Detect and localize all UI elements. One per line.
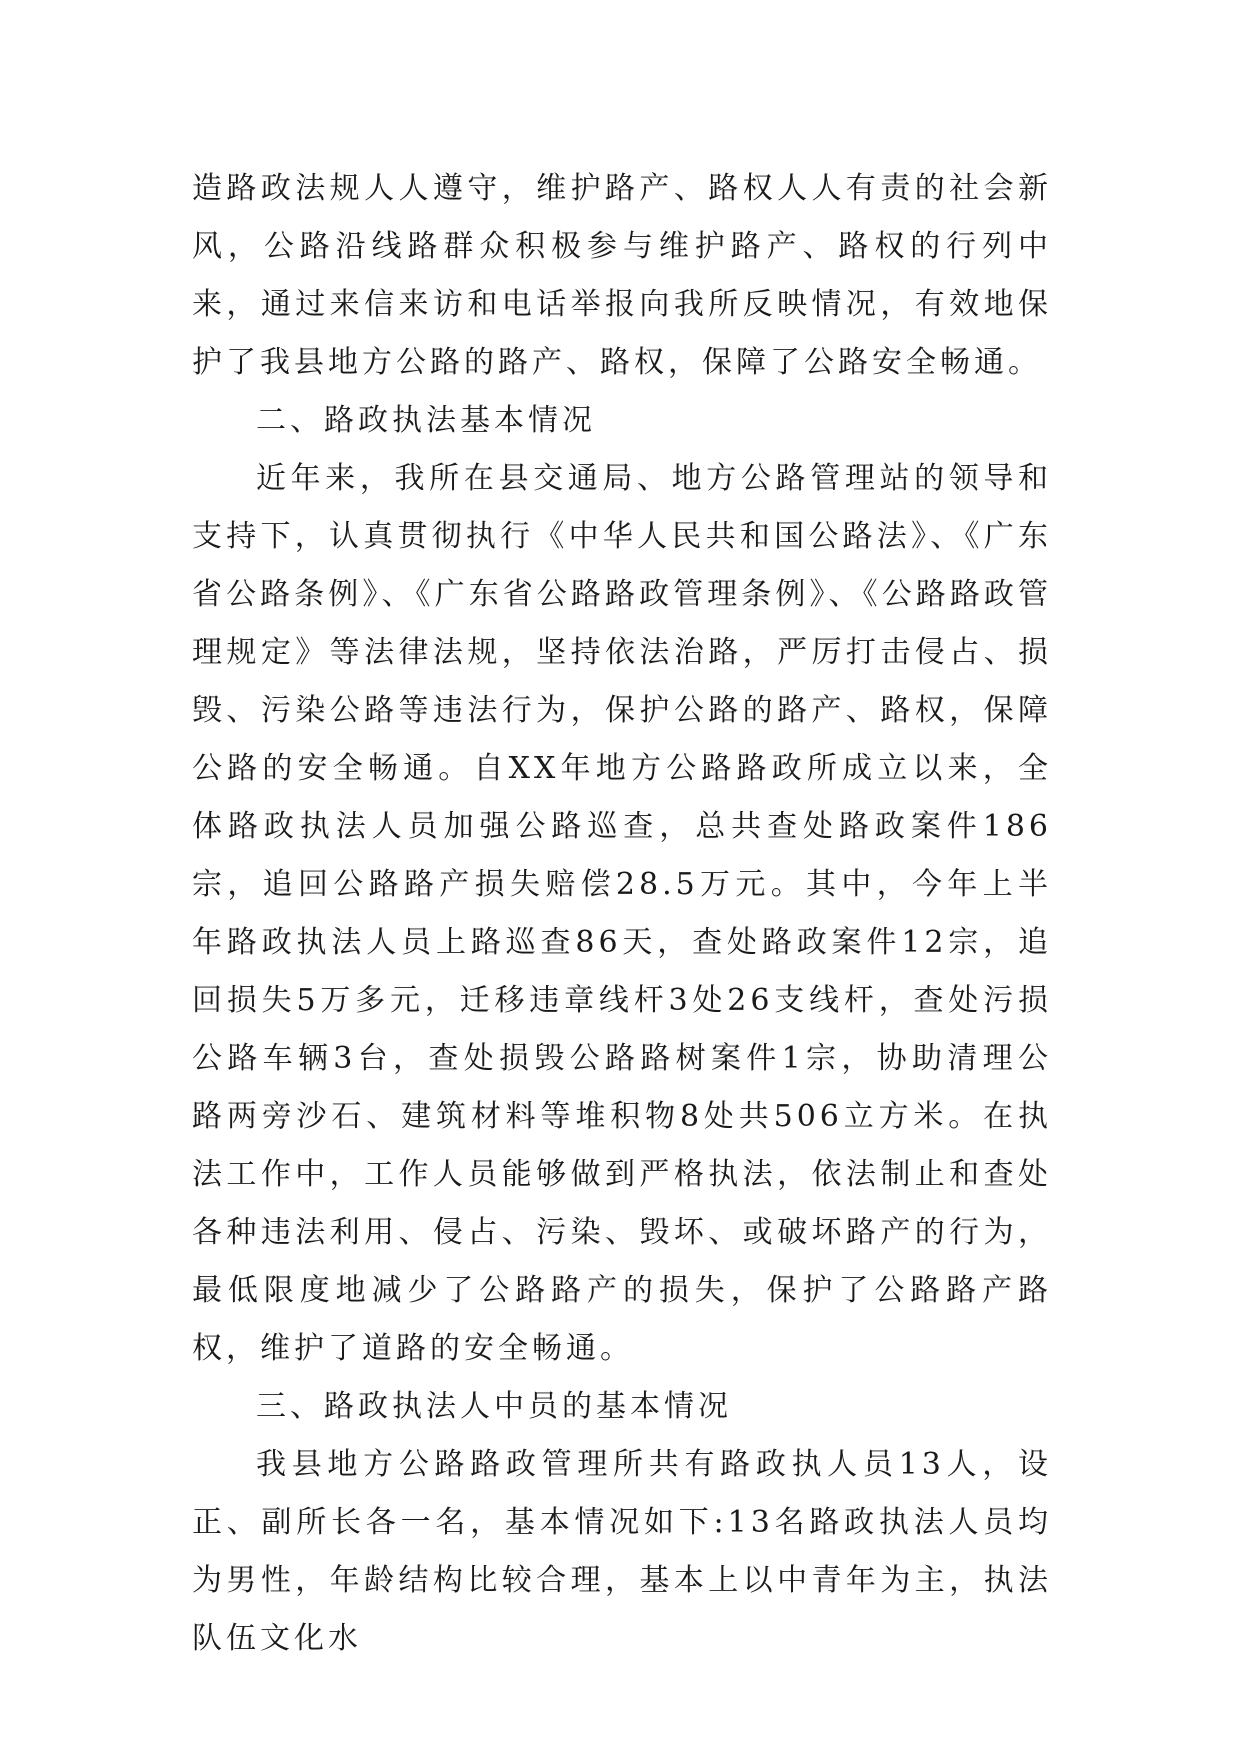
document-body — [192, 160, 1052, 1668]
paragraph-enforcement-overview: 近年来，我所在县交通局、地方公路管理站的领导和支持下，认真贯彻执行《中华人民共和国公路法》、《广东省公路条例》、《广东省公路路政管理条例》、《公路路政管理规定》等法律法规，坚持依法治路，严厉打击侵占、损毁、污染公路等违法行为，保护公路的路产、路权，保障公路的安全畅通。自XX年地方公路路政所成立以来，全体路政执法人员加强公路巡查，总共查处路政案件186宗，追回公路路产损失赔偿28.5万元。其中，今年上半年路政执法人员上路巡查86天，查处路政案件12宗，追回损失5万多元，迁移违章线杆3处26支线杆，查处污损公路车辆3台，查处损毁公路路树案件1宗，协助清理公路两旁沙石、建筑材料等堆积物8处共506立方米。在执法工作中，工作人员能够做到严格执法，依法制止和查处各种违法利用、侵占、污染、毁坏、或破坏路产的行为，最低限度地减少了公路路产的损失，保护了公路路产路权，维护了道路的安全畅通。 — [192, 461, 1052, 1366]
section-heading-3: 三、路政执法人中员的基本情况 — [256, 1389, 732, 1424]
section-heading-2: 二、路政执法基本情况 — [256, 403, 596, 438]
paragraph-intro-continuation: 造路政法规人人遵守，维护路产、路权人人有责的社会新风，公路沿线路群众积极参与维护路产、路权的行列中来，通过来信来访和电话举报向我所反映情况，有效地保护了我县地方公路的路产、路权，保障了公路安全畅通。 — [192, 171, 1052, 380]
paragraph-staff-overview: 我县地方公路路政管理所共有路政执人员13人，设正、副所长各一名，基本情况如下:13名路政执法人员均为男性，年龄结构比较合理，基本上以中青年为主，执法队伍文化水 — [192, 1447, 1052, 1656]
